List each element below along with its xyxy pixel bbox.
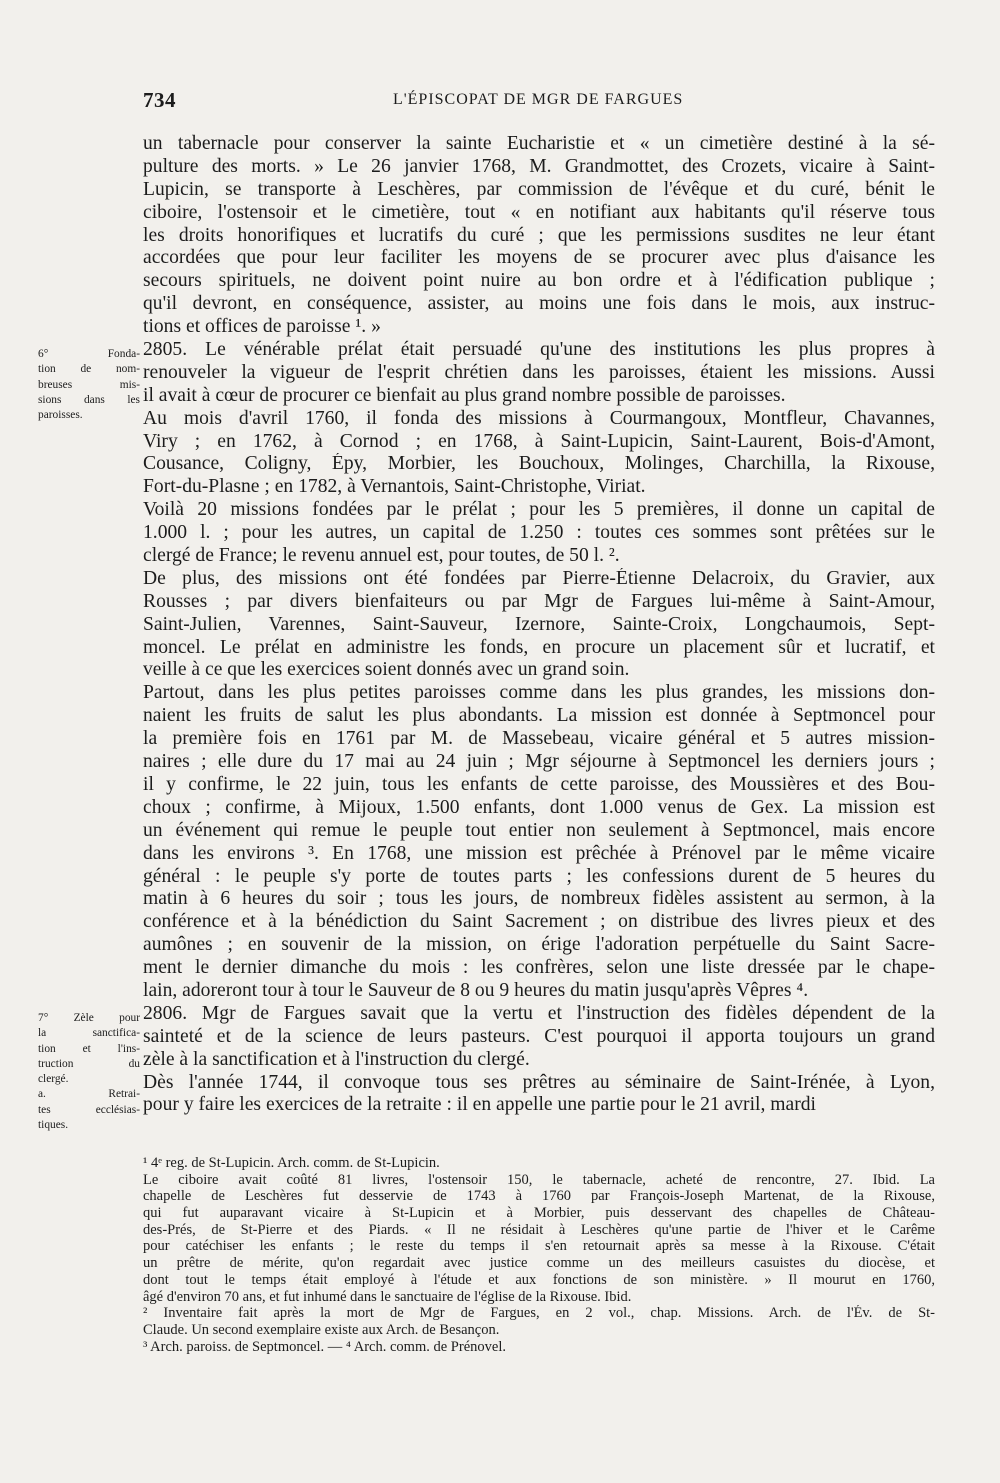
- text-line: sainteté et de la science de leurs pasteurs. C'est pourquoi il apporta toujours un grand: [143, 1025, 935, 1047]
- text-line: Saint-Julien, Varennes, Saint-Sauveur, Izernore, Sainte-Croix, Longchaumois, Sept-: [143, 613, 935, 635]
- margin-note-clergy: [38, 1011, 140, 1133]
- text-line: Viry ; en 1762, à Cornod ; en 1768, à Saint-Lupicin, Saint-Laurent, Bois-d'Amont,: [143, 430, 935, 452]
- footnote-line: pour catéchiser les enfants ; le reste du temps il s'en retournait après sa messe à la Rixouse. C'était: [143, 1238, 935, 1255]
- text-line: général : le peuple s'y porte de toutes parts ; les confessions durent de 5 heures du: [143, 865, 935, 887]
- text-line: aumônes ; en souvenir de la mission, on érige l'adoration perpétuelle du Saint Sacre-: [143, 934, 935, 956]
- text-line: matin à 6 heures du soir ; tous les jours, de nombreux fidèles assistent au sermon, à la: [143, 888, 935, 910]
- footnote-line: Claude. Un second exemplaire existe aux Arch. de Besançon.: [143, 1321, 500, 1338]
- footnote-line: ³ Arch. paroiss. de Septmoncel. — ⁴ Arch. comm. de Prénovel.: [143, 1338, 506, 1355]
- text-line: dans les environs ³. En 1768, une mission est prêchée à Prénovel par le même vicaire: [143, 842, 935, 864]
- text-line: ciboire, l'ostensoir et le cimetière, tout « en notifiant aux habitants qu'il réserve tous: [143, 201, 935, 223]
- text-line: 2805. Le vénérable prélat était persuadé qu'une des institutions les plus propres à: [143, 339, 935, 361]
- text-line: veille à ce que les exercices soient donnés avec un grand soin.: [143, 659, 630, 681]
- margin-note-line: truction du: [38, 1057, 140, 1070]
- text-line: clergé de France; le revenu annuel est, pour toutes, de 50 l. ².: [143, 545, 620, 567]
- text-line: Cousance, Coligny, Épy, Morbier, les Bouchoux, Molinges, Charchilla, la Rixouse,: [143, 453, 935, 475]
- footnote-line: ² Inventaire fait après la mort de Mgr de Fargues, en 2 vol., chap. Missions. Arch. de l'Év. de St-: [143, 1305, 935, 1322]
- text-line: De plus, des missions ont été fondées par Pierre-Étienne Delacroix, du Gravier, aux: [143, 567, 935, 589]
- footnote-line: un prêtre de mérite, qu'on regardait avec justice comme un des meilleurs casuistes du diocèse, et: [143, 1255, 935, 1272]
- margin-note-line: tiques.: [38, 1119, 69, 1132]
- margin-note-line: tion de nom-: [38, 363, 140, 376]
- text-line: il y confirme, le 22 juin, tous les enfants de cette paroisse, des Moussières et des Bou-: [143, 773, 935, 795]
- text-line: un tabernacle pour conserver la sainte Eucharistie et « un cimetière destiné à la sé-: [143, 133, 935, 154]
- footnote-line: chapelle de Leschères fut desservie de 1743 à 1760 par François-Joseph Martenat, de la Rixouse,: [143, 1188, 935, 1205]
- margin-note-line: breuses mis-: [38, 378, 140, 391]
- text-line: la première fois en 1761 par M. de Massebeau, vicaire général et 5 autres mission-: [143, 728, 935, 750]
- margin-note-line: clergé.: [38, 1073, 69, 1086]
- text-line: ment le dernier dimanche du mois : les confrères, selon une liste dressée par le chape-: [143, 957, 935, 979]
- text-line: naires ; elle dure du 17 mai au 24 juin ; Mgr séjourne à Septmoncel les derniers jours ;: [143, 751, 935, 773]
- text-line: 1.000 l. ; pour les autres, un capital de 1.250 : toutes ces sommes sont prêtées sur le: [143, 522, 935, 544]
- running-title: L'ÉPISCOPAT DE MGR DE FARGUES: [393, 91, 684, 108]
- text-line: pour y faire les exercices de la retraite : il en appelle une partie pour le 21 avril, mardi: [143, 1094, 816, 1116]
- footnote-line: Le ciboire avait coûté 81 livres, l'ostensoir 150, le tabernacle, acheté de rencontre, 27. Ibid. La: [143, 1171, 935, 1188]
- text-line: 2806. Mgr de Fargues savait que la vertu et l'instruction des fidèles dépendent de la: [143, 1002, 935, 1024]
- text-line: Partout, dans les plus petites paroisses comme dans les plus grandes, les missions don-: [143, 682, 935, 704]
- text-line: Voilà 20 missions fondées par le prélat ; pour les 5 premières, il donne un capital de: [143, 499, 935, 521]
- margin-note-missions: [38, 347, 140, 423]
- body-text: [143, 133, 935, 1117]
- text-line: un événement qui remue le peuple tout entier non seulement à Septmoncel, mais encore: [143, 819, 935, 841]
- margin-note-line: paroisses.: [38, 409, 83, 422]
- footnote-line: des-Prés, de St-Pierre et des Piards. « Il ne résidait à Leschères qu'une partie de l'hiver et le Carême: [143, 1221, 935, 1238]
- text-line: qu'il devront, en conséquence, assister, au moins une fois dans le mois, aux instruc-: [143, 293, 935, 315]
- text-line: Lupicin, se transporte à Leschères, par commission de l'évêque et du curé, bénit le: [143, 178, 935, 200]
- page-number: 734: [143, 88, 176, 112]
- text-line: tions et offices de paroisse ¹. »: [143, 316, 381, 338]
- text-line: naient les fruits de salut les plus abondants. La mission est donnée à Septmoncel pour: [143, 705, 935, 727]
- text-line: Rousses ; par divers bienfaiteurs ou par Mgr de Fargues lui-même à Saint-Amour,: [143, 590, 935, 612]
- text-line: secours spirituels, ne doivent point nuire au bon ordre et à l'édification publique ;: [143, 270, 935, 292]
- text-line: choux ; confirme, à Mijoux, 1.500 enfants, dont 1.000 venus de Gex. La mission est: [143, 796, 935, 818]
- margin-note-line: 6° Fonda-: [38, 348, 140, 360]
- footnote-line: dont tout le temps était employé à l'étude et aux fonctions de son ministère. » Il mourut en 1760,: [143, 1271, 935, 1288]
- text-line: Fort-du-Plasne ; en 1782, à Vernantois, Saint-Christophe, Viriat.: [143, 476, 646, 498]
- text-line: Dès l'année 1744, il convoque tous ses prêtres au séminaire de Saint-Irénée, à Lyon,: [143, 1071, 935, 1093]
- text-line: conférence et à la bénédiction du Saint Sacrement ; on distribue des livres pieux et des: [143, 911, 935, 933]
- margin-note-line: 7° Zèle pour: [38, 1012, 140, 1024]
- text-line: Au mois d'avril 1760, il fonda des missions à Courmangoux, Montfleur, Chavannes,: [143, 407, 935, 429]
- text-line: lain, adoreront tour à tour le Sauveur de 8 ou 9 heures du matin jusqu'après Vêpres ⁴.: [143, 979, 809, 1001]
- text-line: il avait à cœur de procurer ce bienfait au plus grand nombre possible de paroisses.: [143, 384, 786, 406]
- text-line: renouveler la vigueur de l'esprit chrétien dans les paroisses, étaient les missions. Aussi: [143, 361, 935, 383]
- margin-note-line: a. Retrai-: [38, 1088, 140, 1101]
- footnote-line: qui fut auparavant vicaire à St-Lupicin et à Morbier, puis desservant des chapelles de Château-: [143, 1205, 935, 1222]
- margin-note-line: la sanctifica-: [38, 1027, 140, 1040]
- text-line: accordées que pour leur faciliter les moyens de se procurer avec plus d'aisance les: [143, 247, 935, 269]
- footnote-line: ¹ 4ᵉ reg. de St-Lupicin. Arch. comm. de St-Lupicin.: [143, 1155, 440, 1171]
- text-line: pulture des morts. » Le 26 janvier 1768, M. Grandmottet, des Crozets, vicaire à Saint-: [143, 155, 935, 177]
- running-head: [143, 88, 935, 118]
- footnote-line: âgé d'environ 70 ans, et fut inhumé dans le sanctuaire de l'église de la Rixouse. Ibid.: [143, 1288, 632, 1305]
- text-line: les droits honorifiques et lucratifs du curé ; que les permissions susdites ne leur étant: [143, 224, 935, 246]
- text-line: zèle à la sanctification et à l'instruction du clergé.: [143, 1048, 530, 1070]
- margin-note-line: tion et l'ins-: [38, 1042, 140, 1055]
- text-line: moncel. Le prélat en administre les fonds, en procure un placement sûr et lucratif, et: [143, 636, 935, 658]
- footnotes: [143, 1155, 935, 1355]
- margin-note-line: tes ecclésias-: [38, 1103, 140, 1116]
- margin-note-line: sions dans les: [38, 393, 140, 406]
